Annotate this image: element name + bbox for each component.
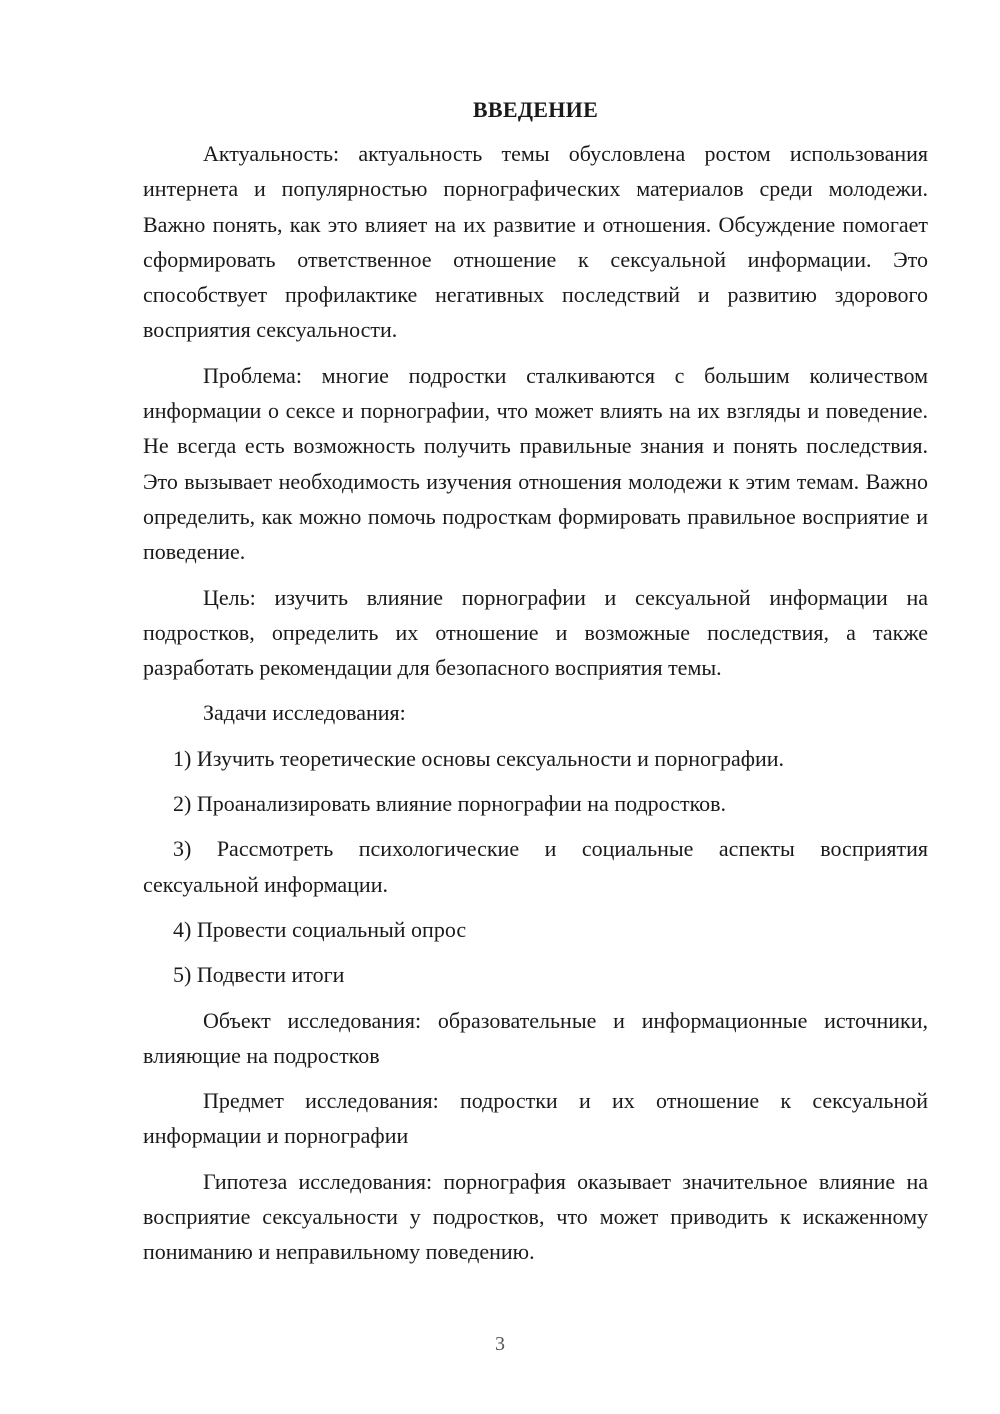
hypothesis-paragraph: Гипотеза исследования: порнография оказывает значительное влияние на восприятие сексуальности у подростков, что может приводить к искаженному пониманию и неправильному поведению. [143, 1168, 928, 1265]
page-number: 3 [495, 1333, 505, 1355]
goal-paragraph: Цель: изучить влияние порнографии и сексуальной информации на подростков, определить их отношение и возможные последствия, а также разработать рекомендации для безопасного восприятия темы. [143, 584, 928, 681]
object-paragraph: Объект исследования: образовательные и информационные источники, влияющие на подростков [143, 1007, 928, 1068]
document-page [143, 92, 928, 1280]
task-item-4: 4) Провести социальный опрос [173, 916, 467, 942]
tasks-heading: Задачи исследования: [203, 700, 406, 726]
relevance-paragraph: Актуальность: актуальность темы обусловлена ростом использования интернета и популярностью порнографических материалов среди молодежи. Важно понять, как это влияет на их развитие и отношения. Обсуждение помогает сформировать ответственное отношение к сексуальной информации. Это способствует профилактике негативных последствий и развитию здорового восприятия сексуальности. [143, 141, 928, 343]
problem-paragraph: Проблема: многие подростки сталкиваются с большим количеством информации о сексе и порнографии, что может влиять на их взгляды и поведение. Не всегда есть возможность получить правильные знания и понять последствия. Это вызывает необходимость изучения отношения молодежи к этим темам. Важно определить, как можно помочь подросткам формировать правильное восприятие и поведение. [143, 362, 928, 565]
task-item-1: 1) Изучить теоретические основы сексуальности и порнографии. [173, 745, 785, 771]
task-item-3: 3) Рассмотреть психологические и социальные аспекты восприятия сексуальной информации. [143, 836, 928, 897]
task-item-2: 2) Проанализировать влияние порнографии на подростков. [173, 791, 727, 817]
section-title: ВВЕДЕНИЕ [472, 97, 599, 122]
subject-paragraph: Предмет исследования: подростки и их отношение к сексуальной информации и порнографии [143, 1088, 928, 1149]
task-item-5: 5) Подвести итоги [173, 962, 345, 988]
